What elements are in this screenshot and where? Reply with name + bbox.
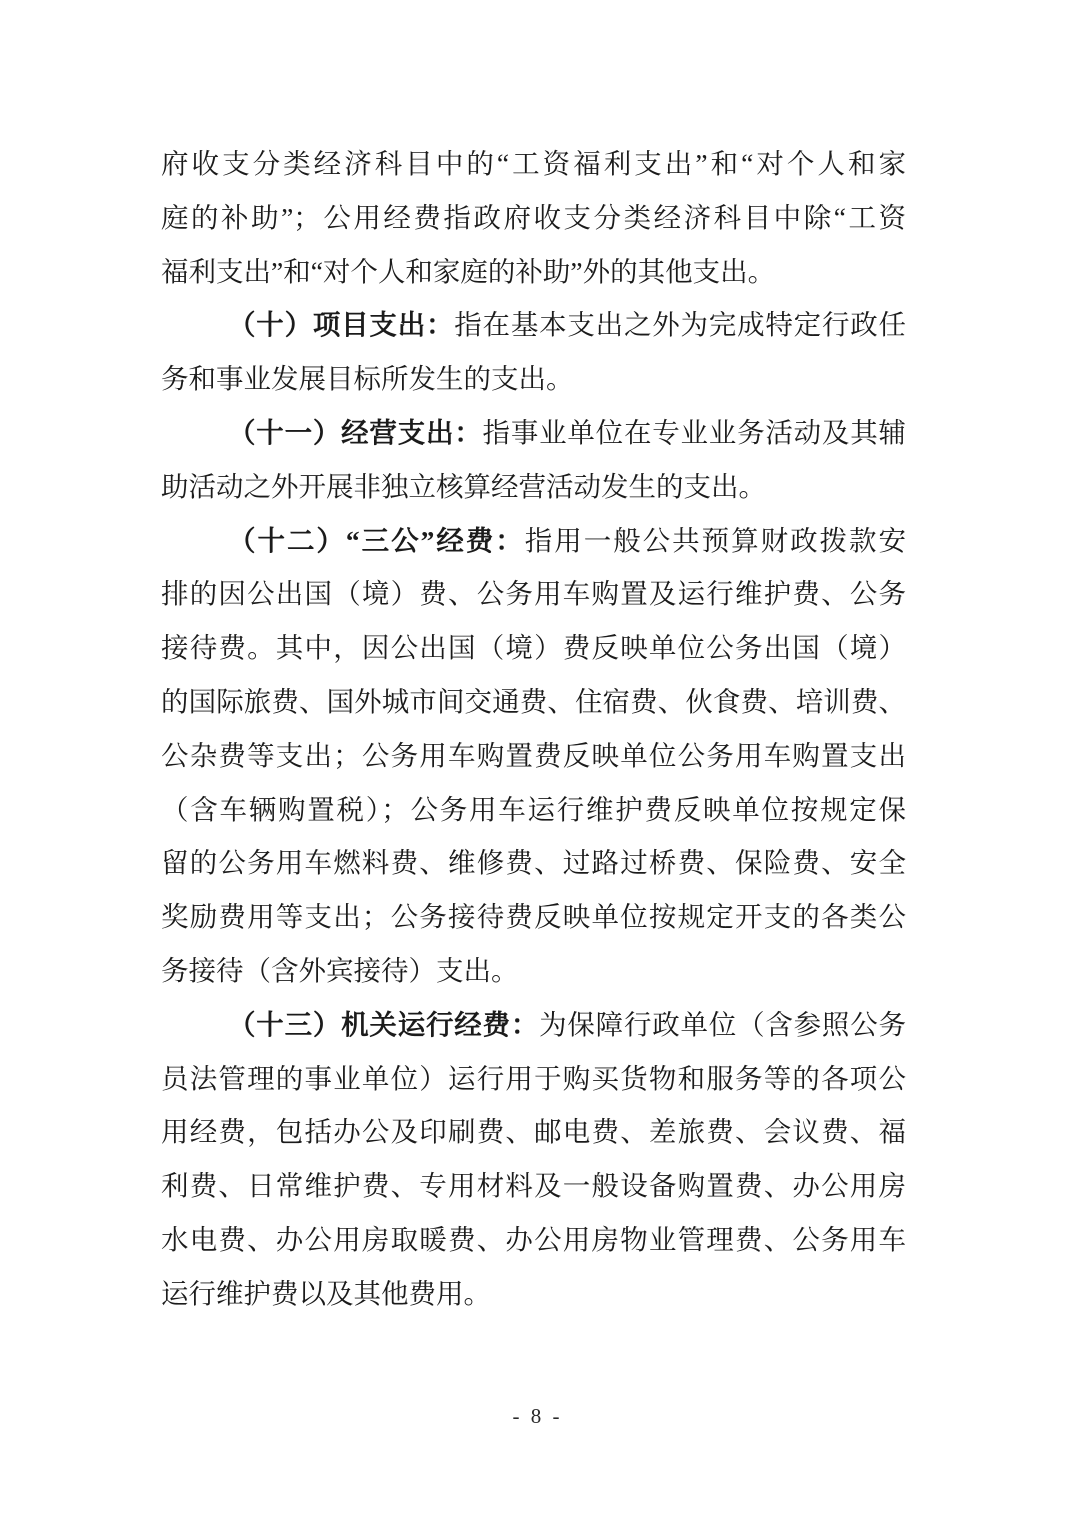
text-line <box>161 1105 906 1159</box>
text-line <box>161 729 906 783</box>
text-line <box>161 621 906 675</box>
page-number: - 8 - <box>512 1404 563 1428</box>
body-text: 利费、日常维护费、专用材料及一般设备购置费、办公用房 <box>161 1170 906 1202</box>
body-text: 员法管理的事业单位）运行用于购买货物和服务等的各项公 <box>161 1062 906 1094</box>
term-heading: （十三）机关运行经费： <box>228 1008 540 1040</box>
text-line <box>161 675 906 729</box>
text-line <box>161 191 906 245</box>
body-text: 奖励费用等支出；公务接待费反映单位按规定开支的各类公 <box>161 901 906 933</box>
body-text: 留的公务用车燃料费、维修费、过路过桥费、保险费、安全 <box>161 847 906 879</box>
text-line <box>161 137 906 191</box>
term-heading: （十一）经营支出： <box>228 416 483 448</box>
text-line <box>161 460 906 514</box>
text-line <box>161 890 906 944</box>
document-body-text <box>161 137 906 1321</box>
paragraph-item-12-three-public-funds <box>161 514 906 998</box>
body-text: 指在基本支出之外为完成特定行政任 <box>454 309 907 341</box>
body-text: 的国际旅费、国外城市间交通费、住宿费、伙食费、培训费、 <box>161 685 906 717</box>
body-text: 助活动之外开展非独立核算经营活动发生的支出。 <box>161 470 766 502</box>
paragraph-item-10-project-expenditure <box>161 298 906 406</box>
paragraph-item-11-operating-expenditure <box>161 406 906 514</box>
text-line <box>161 1267 906 1321</box>
body-text: 公杂费等支出；公务用车购置费反映单位公务用车购置支出 <box>161 739 906 771</box>
body-text: 指用一般公共预算财政拨款安 <box>524 524 907 556</box>
text-line <box>161 406 906 460</box>
body-text: 务接待（含外宾接待）支出。 <box>161 954 519 986</box>
text-line <box>161 998 906 1052</box>
paragraph-basic-expenditure-continuation <box>161 137 906 298</box>
body-text: 接待费。其中，因公出国（境）费反映单位公务出国（境） <box>161 632 906 664</box>
body-text: 庭的补助”；公用经费指政府收支分类经济科目中除“工资 <box>161 201 906 233</box>
term-heading: （十二）“三公”经费： <box>228 524 525 556</box>
body-text: （含车辆购置税）；公务用车运行维护费反映单位按规定保 <box>161 793 906 825</box>
paragraph-item-13-agency-operation-funds <box>161 998 906 1321</box>
text-line <box>161 944 906 998</box>
body-text: 指事业单位在专业业务活动及其辅 <box>482 416 907 448</box>
text-line <box>161 298 906 352</box>
body-text: 福利支出”和“对个人和家庭的补助”外的其他支出。 <box>161 255 776 287</box>
body-text: 务和事业发展目标所发生的支出。 <box>161 363 574 395</box>
text-line <box>161 567 906 621</box>
body-text: 为保障行政单位（含参照公务 <box>539 1008 906 1040</box>
term-heading: （十）项目支出： <box>228 309 455 341</box>
text-line <box>161 1213 906 1267</box>
text-line <box>161 783 906 837</box>
body-text: 府收支分类经济科目中的“工资福利支出”和“对个人和家 <box>161 148 906 179</box>
text-line <box>161 245 906 299</box>
text-line <box>161 836 906 890</box>
body-text: 排的因公出国（境）费、公务用车购置及运行维护费、公务 <box>161 578 906 610</box>
text-line <box>161 352 906 406</box>
text-line <box>161 514 906 568</box>
text-line <box>161 1052 906 1106</box>
body-text: 运行维护费以及其他费用。 <box>161 1277 491 1309</box>
body-text: 用经费，包括办公及印刷费、邮电费、差旅费、会议费、福 <box>161 1116 906 1148</box>
text-line <box>161 1159 906 1213</box>
body-text: 水电费、办公用房取暖费、办公用房物业管理费、公务用车 <box>161 1223 906 1255</box>
